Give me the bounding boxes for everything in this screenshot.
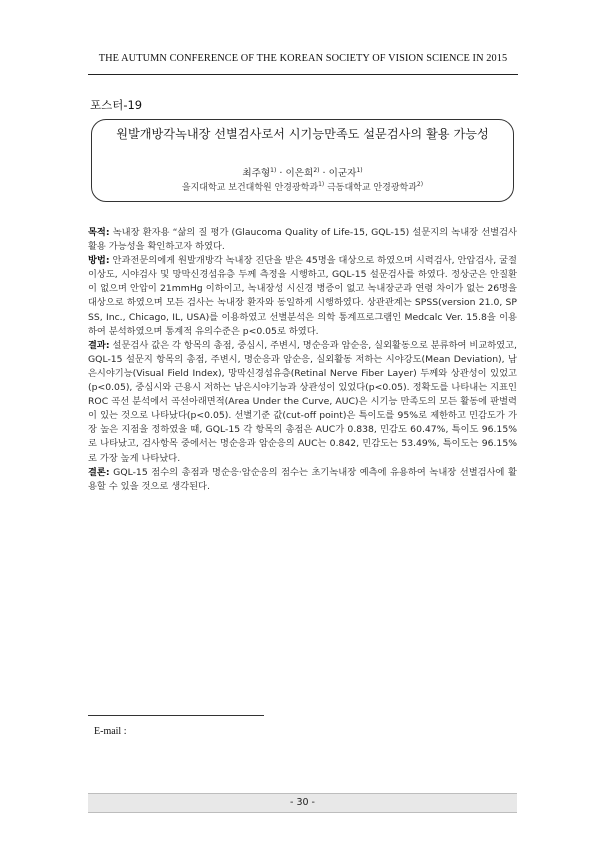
results-text: 설문검사 값은 각 항목의 총점, 중심시, 주변시, 명순응과 암순응, 실외활동으로 분류하여 비교하였고, GQL-15 설문지 항목의 총점, 주변시, 명순응과 암순응, 실외활동 저하는 시야강도(Mean Deviation), 남은시야기능(Visual Field Index), 망막신경섬유층(Retinal Nerve Fiber Layer) 두께와 상관성이 있었고(p<0.05), 중심시와 근용시 저하는 남은시야기능과 상관성이 있었다(p<0.05). 정확도를 나타내는 지표인 ROC 곡선 분석에서 곡선아래면적(Area Under the Curve, AUC)은 시기능 만족도의 모든 활동에 판별력이 있는 것으로 나타났다(p<0.05). 선별기준 값(cut-off point)은 특이도를 95%로 제한하고 민감도가 가장 높은 지점을 정하였을 때, GQL-15 각 항목의 총점은 AUC가 0.838, 민감도 60.47%, 특이도 96.15%로 나타났고, 검사항목 중에서는 명순응과 암순응의 AUC는 0.842, 민감도는 53.49%, 특이도는 96.15%로 가장 높게 나타났다. (88, 339, 517, 464)
author-affil-mark: 1) (356, 167, 363, 174)
affiliation-mark: 1) (318, 181, 325, 188)
paper-title: 원발개방각녹내장 선별검사로서 시기능만족도 설문검사의 활용 가능성 (116, 127, 489, 141)
affiliation-mark: 2) (416, 181, 424, 188)
affiliations (92, 180, 513, 193)
methods-text: 안과전문의에게 원발개방각 녹내장 진단을 받은 45명을 대상으로 하였으며 시력검사, 안압검사, 굴절이상도, 시야검사 및 망막신경섬유층 두께 측정을 시행하고, GQL-15 설문검사를 하였다. 정상군은 안질환이 없으며 안압이 21mmHg 이하이고, 녹내장성 시신경 병증이 없고 녹내장군과 연령 차이가 없는 26명을 대상으로 하였으며 모든 검사는 녹내장 환자와 동일하게 시행하였다. 상관관계는 SPSS(version 21.0, SPSS, Inc., Chicago, IL, USA)를 이용하였고 선별분석은 의학 통계프로그램인 Medcalc Ver. 15.8을 이용하여 분석하였으며 통계적 유의수준은 p<0.05로 하였다. (88, 255, 517, 337)
author-name: 이군자 (328, 168, 357, 179)
author-separator: · (319, 168, 329, 179)
poster-number: 포스터-19 (90, 98, 143, 112)
page-number: - 30 - (290, 797, 315, 808)
affiliation: 극동대학교 안경광학과 (324, 183, 417, 193)
purpose-label: 목적: (88, 227, 110, 238)
conclusion-paragraph (88, 466, 517, 494)
header-rule (88, 74, 518, 75)
page-footer (88, 793, 517, 813)
author-name: 최주형 (242, 168, 271, 179)
footnote-rule (88, 715, 264, 716)
results-label: 결과: (88, 339, 110, 351)
running-header: THE AUTUMN CONFERENCE OF THE KOREAN SOCIETY OF VISION SCIENCE IN 2015 (98, 53, 508, 64)
conclusion-label: 결론: (88, 466, 110, 478)
methods-paragraph (88, 254, 517, 339)
methods-label: 방법: (88, 255, 110, 267)
conclusion-text: GQL-15 점수의 총점과 명순응·암순응의 점수는 초기녹내장 예측에 유용하여 녹내장 선별검사에 활용할 수 있을 것으로 생각된다. (88, 466, 517, 492)
author-list (92, 165, 513, 179)
affiliation: 을지대학교 보건대학원 안경광학과 (181, 183, 319, 193)
purpose-paragraph (88, 226, 517, 254)
abstract-body (88, 226, 517, 494)
purpose-text: 녹내장 환자용 “삶의 질 평가 (Glaucoma Quality of Life-15, GQL-15) 설문지의 녹내장 선별검사 활용 가능성을 확인하고자 하였다. (88, 227, 517, 253)
title-box (91, 119, 514, 202)
author-separator: · (276, 168, 286, 179)
results-paragraph (88, 339, 517, 466)
author-affil-mark: 2) (313, 167, 320, 174)
author-name: 이은희 (285, 168, 314, 179)
email-footnote: E-mail : (94, 726, 127, 737)
author-affil-mark: 1) (270, 167, 277, 174)
